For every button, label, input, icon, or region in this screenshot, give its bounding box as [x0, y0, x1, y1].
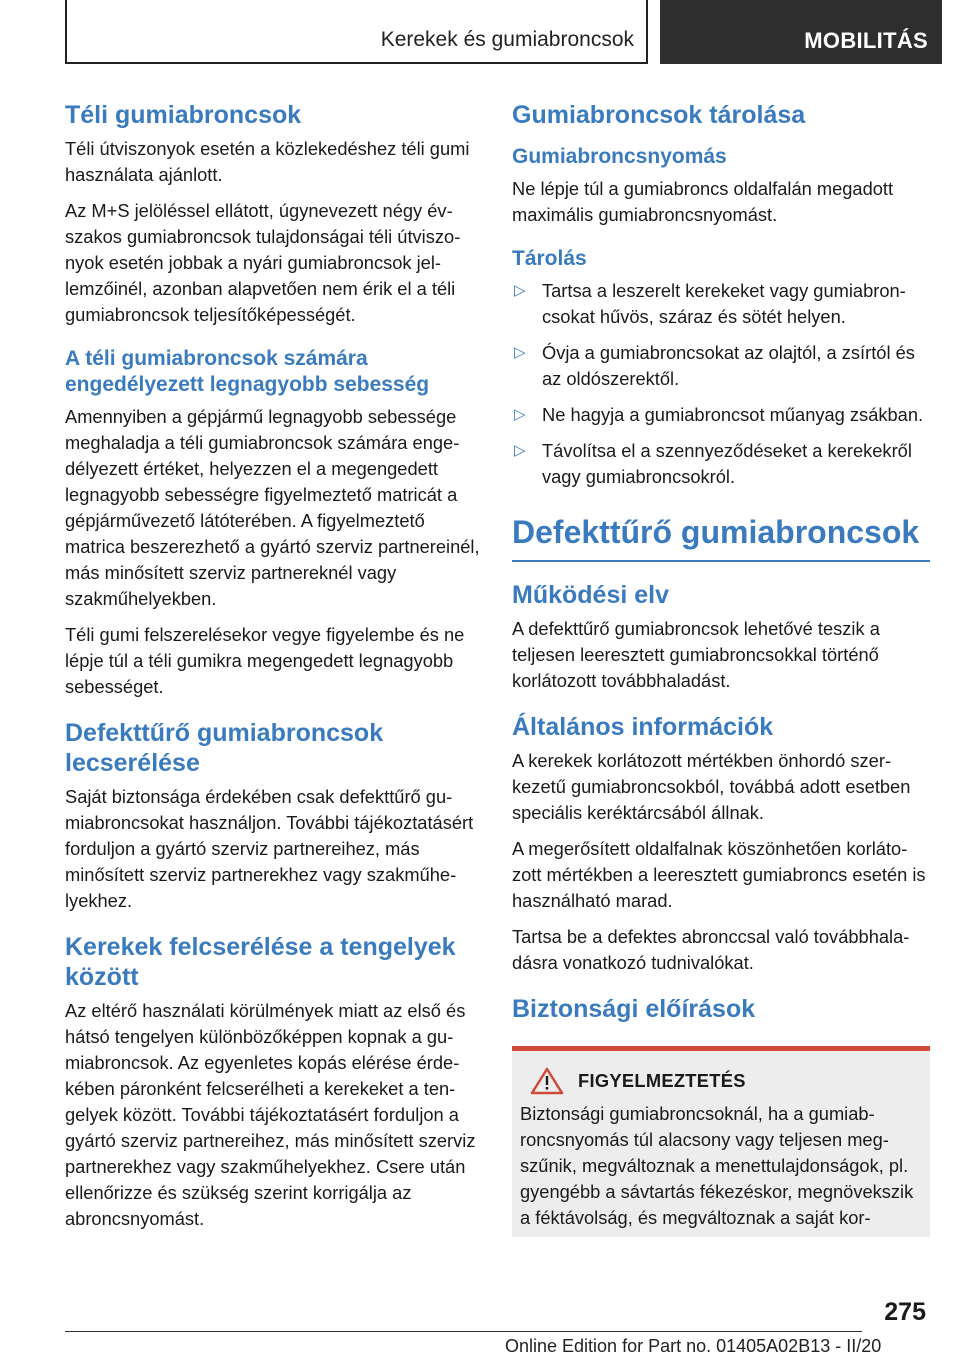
heading-tire-pressure: Gumiabroncsnyomás: [512, 145, 727, 168]
para-general-3: Tartsa be a defektes abronccsal való továbbhaladásra vonatkozó tudnivalókat.: [512, 926, 910, 973]
triangle-bullet-icon: ▷: [514, 406, 526, 423]
heading-safety: Biztonsági előírások: [512, 995, 756, 1023]
warning-title: FIGYELMEZTETÉS: [578, 1070, 746, 1091]
storage-list: [512, 278, 930, 490]
right-column: [512, 100, 930, 1237]
header-chapter-box: [660, 0, 942, 64]
heading-runflat-tires: Defekttűrő gumiabroncsok: [512, 512, 930, 562]
warning-triangle-icon: [530, 1067, 564, 1095]
list-item: ▷ Óvja a gumiabroncsokat az olajtól, a zsírtól és az oldószerektől.: [514, 342, 915, 389]
page-number: 275: [884, 1298, 926, 1326]
para-general-1: A kerekek korlátozott mértékben önhordó szerkezetű gumiabroncsokból, továbbá adott esetben speciális keréktárcsából állnak.: [512, 750, 911, 823]
para-winter-2: Az M+S jelöléssel ellátott, úgynevezett négy évszakos gumiabroncsok tulajdonságai téli útviszonyok esetén jobbak a nyári gumiabroncsok jellemzőinél, azonban alapvetően nem érik el a téli gumiabroncsok teljesítőképességét.: [65, 200, 461, 325]
heading-winter-tires: Téli gumiabroncsok: [65, 101, 302, 129]
heading-tire-storage: Gumiabroncsok tárolása: [512, 101, 806, 129]
para-replace: Saját biztonsága érdekében csak defekttűrő gumiabroncsokat használjon. További tájékoztatásért forduljon a gyártó szerviz partnereihez, más minősített szerviz partnerekhez vagy szakműhelyekhez.: [65, 786, 474, 911]
heading-winter-speed: A téli gumiabroncsok számára engedélyezett legnagyobb sebesség: [65, 347, 430, 396]
left-column: [65, 100, 480, 1242]
para-general-2: A megerősített oldalfalnak köszönhetően korlátozott mértékben a leeresztett gumiabroncs esetén is használható marad.: [512, 838, 926, 911]
para-winter-1: Téli útviszonyok esetén a közlekedéshez téli gumi használata ajánlott.: [65, 138, 470, 185]
para-principle: A defekttűrő gumiabroncsok lehetővé teszik a teljesen leeresztett gumiabroncsokkal történő korlátozott továbbhaladást.: [512, 618, 880, 691]
para-swap: Az eltérő használati körülmények miatt az első és hátsó tengelyen különbözőképpen kopnak a gumiabroncsok. Az egyenletes kopás elérése érdekében páronként felcserélheti a kerekeket a tengelyek között. További tájékoztatásért forduljon a gyártó szerviz partnereihez, más minősített szerviz partnerekhez vagy szakműhelyekhez. Csere után ellenőrizze és szükség szerint korrigálja az abroncsnyomást.: [65, 1000, 476, 1229]
heading-storage: Tárolás: [512, 247, 587, 270]
warning-box: [512, 1046, 930, 1237]
footer-edition: Online Edition for Part no. 01405A02B13 - II/20: [505, 1336, 882, 1356]
header-section-box: [65, 0, 648, 64]
warning-text: Biztonsági gumiabroncsoknál, ha a gumiabroncsnyomás túl alacsony vagy teljesen megszűnik, megváltoznak a menettulajdonságok, pl. gyengébb a sávtartás fékezéskor, megnövekszik a féktávolság, és megváltoznak a saját kor-: [520, 1103, 914, 1228]
header-section-title: Kerekek és gumiabroncsok: [380, 28, 634, 51]
heading-operating-principle: Működési elv: [512, 581, 669, 609]
heading-general-info: Általános információk: [512, 713, 774, 741]
header-chapter-title: MOBILITÁS: [804, 28, 928, 53]
list-item: ▷ Tartsa a leszerelt kerekeket vagy gumiabroncsokat hűvös, száraz és sötét helyen.: [514, 280, 906, 327]
list-item: ▷ Ne hagyja a gumiabroncsot műanyag zsákban.: [512, 402, 930, 428]
heading-runflat-replace: Defekttűrő gumiabroncsok lecserélése: [65, 719, 384, 777]
para-speed-1: Amennyiben a gépjármű legnagyobb sebessége meghaladja a téli gumiabroncsok számára engedélyezett értéket, helyezzen el a megengedett legnagyobb sebességre figyelmeztető matricát a gépjárművezető látóterében. A figyelmeztető matrica beszerezhető a gyártó szerviz partnereinél, más minősített szerviz partnereknél vagy szakműhelyekben.: [65, 406, 480, 609]
triangle-bullet-icon: ▷: [514, 442, 526, 459]
triangle-bullet-icon: ▷: [514, 344, 526, 361]
triangle-bullet-icon: ▷: [514, 282, 526, 299]
heading-wheel-swap: Kerekek felcserélése a tengelyek között: [65, 933, 456, 991]
list-item: ▷ Távolítsa el a szennyeződéseket a kerekekről vagy gumiabroncsokról.: [514, 440, 912, 487]
footer-divider: [65, 1331, 862, 1332]
para-speed-2: Téli gumi felszerelésekor vegye figyelembe és ne lépje túl a téli gumikra megengedett legnagyobb sebességet.: [65, 624, 465, 697]
para-pressure: Ne lépje túl a gumiabroncs oldalfalán megadott maximális gumiabroncsnyomást.: [512, 178, 894, 225]
